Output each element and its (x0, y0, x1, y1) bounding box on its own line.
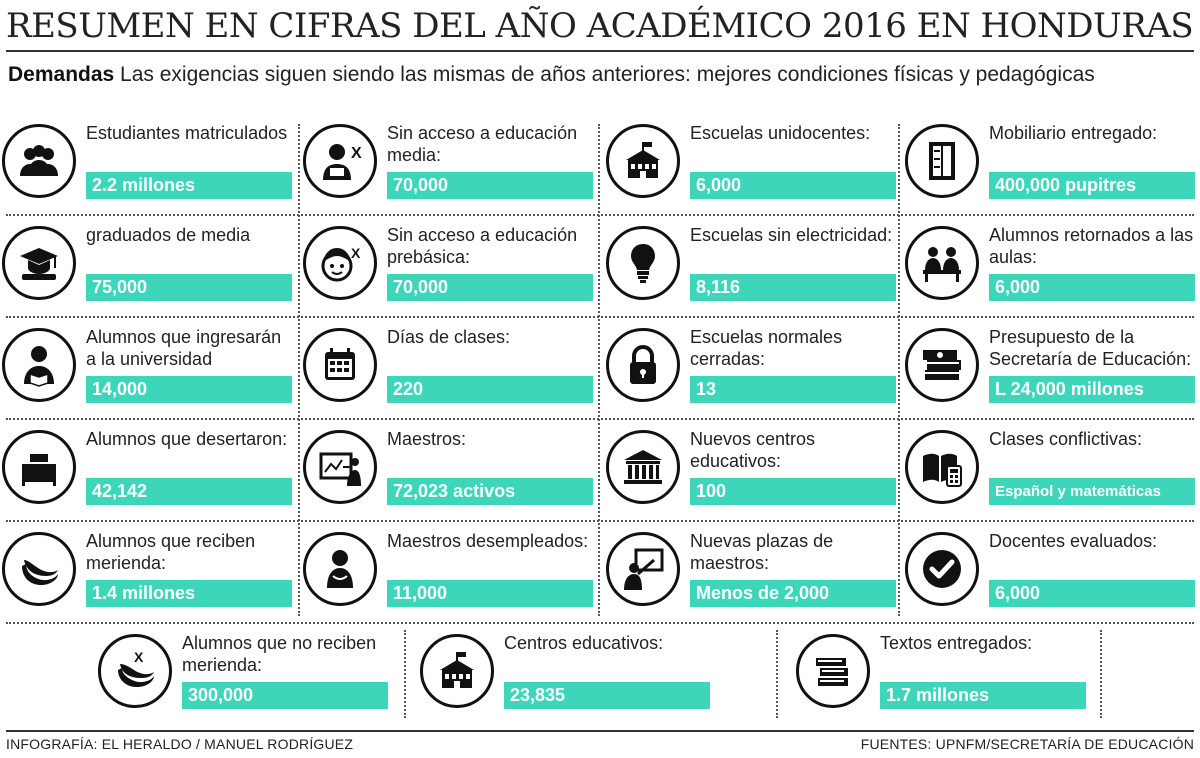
stat-card (2, 322, 300, 422)
stat-value: 75,000 (86, 274, 292, 301)
stat-value: 1.4 millones (86, 580, 292, 607)
stat-label: Días de clases: (387, 327, 511, 347)
column-divider (1100, 630, 1102, 718)
page-title: RESUMEN EN CIFRAS DEL AÑO ACADÉMICO 2016 EN HONDURAS (6, 6, 1194, 46)
stat-label: Mobiliario entregado: (989, 123, 1158, 143)
person-icon (303, 532, 377, 606)
light-bulb-icon (606, 226, 680, 300)
row-divider (6, 316, 1194, 318)
stat-label: Nuevas plazas de maestros: (690, 531, 834, 573)
stat-card (2, 424, 300, 524)
subtitle-text: Las exigencias siguen siendo las mismas de años anteriores: mejores condiciones físicas y pedagógicas (114, 63, 1095, 86)
stat-label: Clases conflictivas: (989, 429, 1143, 449)
stat-value: Español y matemáticas (989, 478, 1195, 505)
subtitle (8, 60, 1196, 90)
column-divider (404, 630, 406, 718)
stat-value: 72,023 activos (387, 478, 593, 505)
svg-text:X: X (134, 649, 144, 665)
row-divider (6, 622, 1194, 624)
banana-icon (2, 532, 76, 606)
stat-value: 14,000 (86, 376, 292, 403)
column-divider (298, 124, 300, 616)
stat-value: 70,000 (387, 172, 593, 199)
stat-card (303, 322, 601, 422)
column-divider (598, 124, 600, 616)
subtitle-bold: Demandas (8, 63, 115, 86)
students-desk-icon (905, 226, 979, 300)
footer-sources: FUENTES: UPNFM/SECRETARÍA DE EDUCACIÓN (860, 736, 1194, 752)
row-divider (6, 520, 1194, 522)
footer-credit: INFOGRAFÍA: EL HERALDO / MANUEL RODRÍGUEZ (6, 736, 354, 752)
stat-value: 1.7 millones (880, 682, 1086, 709)
stat-value: 6,000 (989, 580, 1195, 607)
row-divider (6, 214, 1194, 216)
stat-value: 300,000 (182, 682, 388, 709)
stat-value: 42,142 (86, 478, 292, 505)
stat-card (796, 628, 1094, 728)
money-stack-icon (905, 328, 979, 402)
stat-label: Maestros: (387, 429, 467, 449)
stat-value: 8,116 (690, 274, 896, 301)
stat-card (98, 628, 396, 728)
stat-label: Alumnos retornados a las aulas: (989, 225, 1194, 267)
graduation-cap-icon (2, 226, 76, 300)
row-divider (6, 418, 1194, 420)
stat-value: L 24,000 millones (989, 376, 1195, 403)
stat-label: Alumnos que no reciben merienda: (182, 633, 377, 675)
stat-label: Centros educativos: (504, 633, 664, 653)
students-group-icon (2, 124, 76, 198)
stat-label: Sin acceso a educación media: (387, 123, 578, 165)
svg-text:X: X (351, 245, 361, 261)
stat-label: Presupuesto de la Secretaría de Educación: (989, 327, 1192, 369)
stat-value: 23,835 (504, 682, 710, 709)
stat-label: Alumnos que reciben merienda: (86, 531, 256, 573)
stat-value: 6,000 (690, 172, 896, 199)
banana-x-icon (98, 634, 172, 708)
stat-label: Sin acceso a educación prebásica: (387, 225, 578, 267)
stat-card (905, 118, 1200, 218)
stat-card (905, 322, 1200, 422)
padlock-icon (606, 328, 680, 402)
school-building-icon (420, 634, 494, 708)
stat-label: Estudiantes matriculados (86, 123, 288, 143)
stat-label: graduados de media (86, 225, 251, 245)
svg-text:X: X (351, 145, 362, 162)
stat-card (303, 526, 601, 626)
cabinet-icon (905, 124, 979, 198)
stat-card (606, 526, 904, 626)
stat-value: 70,000 (387, 274, 593, 301)
stat-card (420, 628, 718, 728)
footer-divider (6, 730, 1194, 732)
stat-card (905, 526, 1200, 626)
stat-card (606, 118, 904, 218)
stat-label: Textos entregados: (880, 633, 1033, 653)
empty-desk-icon (2, 430, 76, 504)
teacher-pointing-icon (606, 532, 680, 606)
institution-building-icon (606, 430, 680, 504)
stat-value: 2.2 millones (86, 172, 292, 199)
calendar-icon (303, 328, 377, 402)
stat-card (2, 526, 300, 626)
stat-label: Nuevos centros educativos: (690, 429, 816, 471)
stat-value: 220 (387, 376, 593, 403)
column-divider (776, 630, 778, 718)
stat-card (2, 220, 300, 320)
stat-value: 13 (690, 376, 896, 403)
stat-value: 6,000 (989, 274, 1195, 301)
stat-card (2, 118, 300, 218)
stat-value: 100 (690, 478, 896, 505)
stat-card (606, 220, 904, 320)
title-divider (6, 50, 1194, 52)
stat-value: 11,000 (387, 580, 593, 607)
child-face-x-icon (303, 226, 377, 300)
stat-label: Alumnos que desertaron: (86, 429, 288, 449)
books-stack-icon (796, 634, 870, 708)
checkmark-icon (905, 532, 979, 606)
teacher-board-icon (303, 430, 377, 504)
stat-card (606, 322, 904, 422)
student-x-icon (303, 124, 377, 198)
stat-label: Escuelas normales cerradas: (690, 327, 843, 369)
stat-card (606, 424, 904, 524)
stat-label: Alumnos que ingresarán a la universidad (86, 327, 282, 369)
stat-card (905, 424, 1200, 524)
stat-card (303, 118, 601, 218)
stat-value: 400,000 pupitres (989, 172, 1195, 199)
stat-value: Menos de 2,000 (690, 580, 896, 607)
stat-label: Docentes evaluados: (989, 531, 1158, 551)
school-building-icon (606, 124, 680, 198)
stat-label: Escuelas unidocentes: (690, 123, 871, 143)
stat-card (905, 220, 1200, 320)
student-reading-icon (2, 328, 76, 402)
stat-label: Maestros desempleados: (387, 531, 589, 551)
stat-card (303, 220, 601, 320)
stat-label: Escuelas sin electricidad: (690, 225, 893, 245)
book-calculator-icon (905, 430, 979, 504)
column-divider (898, 124, 900, 616)
stat-card (303, 424, 601, 524)
